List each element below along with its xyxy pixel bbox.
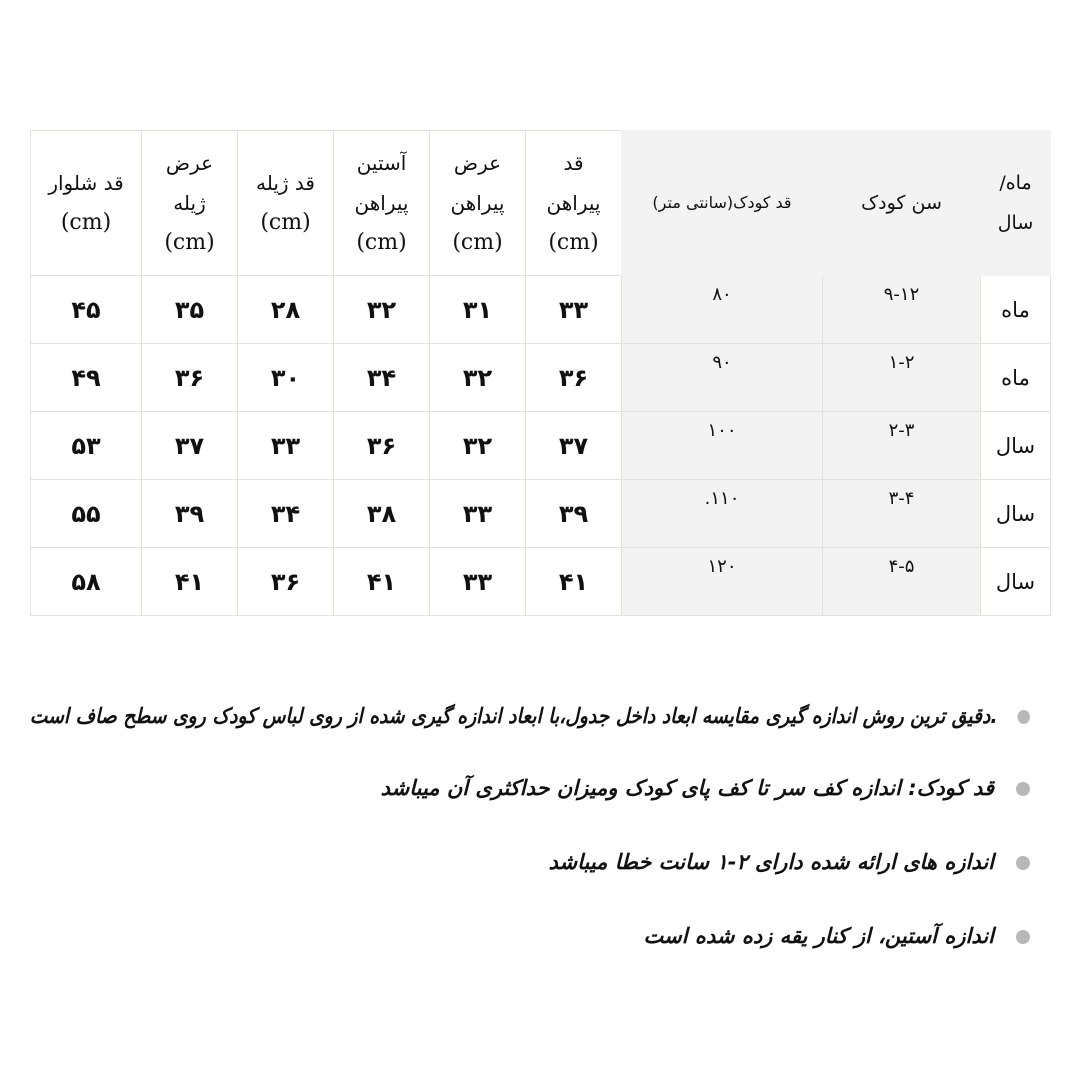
- header-child-age: سن کودک: [823, 131, 981, 276]
- header-vest-length: قد ژیله (cm): [238, 131, 334, 276]
- header-shirt-length: قد پیراهن (cm): [526, 131, 622, 276]
- table-row: [31, 412, 1051, 480]
- cell-child-height: ۱۱۰.: [622, 480, 823, 548]
- cell-shirt-width: ۳۲: [430, 344, 526, 412]
- cell-vest-length: ۳۰: [238, 344, 334, 412]
- cell-vest-length: ۳۶: [238, 548, 334, 616]
- cell-child-height: ۱۰۰: [622, 412, 823, 480]
- cell-shirt-sleeve: ۳۶: [334, 412, 430, 480]
- cell-shirt-width: ۳۳: [430, 548, 526, 616]
- cell-pants-length: ۴۵: [31, 276, 142, 344]
- note-item: اندازه های ارائه شده دارای ۲-۱ سانت خطا میباشد: [548, 850, 1030, 874]
- cell-age: ۱-۲: [823, 344, 981, 412]
- cell-vest-width: ۳۹: [142, 480, 238, 548]
- note-item: .دقیق ترین روش اندازه گیری مقایسه ابعاد داخل جدول،با ابعاد اندازه گیری شده از روی لباس کودک روی سطح صاف است: [30, 704, 1030, 728]
- cell-child-height: ۱۲۰: [622, 548, 823, 616]
- cell-age: ۹-۱۲: [823, 276, 981, 344]
- cell-vest-width: ۳۷: [142, 412, 238, 480]
- header-month-year: ماه/ سال: [981, 131, 1051, 276]
- cell-shirt-length: ۳۳: [526, 276, 622, 344]
- cell-vest-width: ۳۵: [142, 276, 238, 344]
- cell-age: ۳-۴: [823, 480, 981, 548]
- cell-child-height: ۸۰: [622, 276, 823, 344]
- cell-shirt-length: ۳۹: [526, 480, 622, 548]
- size-table: [30, 130, 1051, 616]
- note-item: قد کودک: اندازه کف سر تا کف پای کودک ومیزان حداکثری آن میباشد: [381, 776, 1030, 800]
- cell-pants-length: ۴۹: [31, 344, 142, 412]
- header-pants-length: قد شلوار (cm): [31, 131, 142, 276]
- cell-shirt-length: ۳۷: [526, 412, 622, 480]
- cell-shirt-sleeve: ۳۸: [334, 480, 430, 548]
- table-row: [31, 548, 1051, 616]
- cell-period: سال: [981, 412, 1051, 480]
- header-shirt-width: عرض پیراهن (cm): [430, 131, 526, 276]
- cell-vest-length: ۲۸: [238, 276, 334, 344]
- bullet-icon: [1016, 782, 1030, 796]
- header-vest-width: عرض ژیله (cm): [142, 131, 238, 276]
- table-header-row: [31, 131, 1051, 276]
- cell-shirt-width: ۳۳: [430, 480, 526, 548]
- cell-vest-width: ۴۱: [142, 548, 238, 616]
- cell-shirt-width: ۳۱: [430, 276, 526, 344]
- cell-shirt-sleeve: ۳۲: [334, 276, 430, 344]
- cell-period: ماه: [981, 344, 1051, 412]
- cell-shirt-sleeve: ۳۴: [334, 344, 430, 412]
- cell-shirt-length: ۴۱: [526, 548, 622, 616]
- bullet-icon: [1016, 930, 1030, 944]
- bullet-icon: [1016, 856, 1030, 870]
- cell-shirt-sleeve: ۴۱: [334, 548, 430, 616]
- cell-vest-length: ۳۳: [238, 412, 334, 480]
- cell-vest-width: ۳۶: [142, 344, 238, 412]
- cell-age: ۴-۵: [823, 548, 981, 616]
- cell-period: سال: [981, 480, 1051, 548]
- header-shirt-sleeve: آستین پیراهن (cm): [334, 131, 430, 276]
- table-row: [31, 276, 1051, 344]
- cell-vest-length: ۳۴: [238, 480, 334, 548]
- note-item: اندازه آستین، از کنار یقه زده شده است: [644, 924, 1030, 948]
- cell-shirt-width: ۳۲: [430, 412, 526, 480]
- table-row: [31, 480, 1051, 548]
- cell-period: سال: [981, 548, 1051, 616]
- cell-period: ماه: [981, 276, 1051, 344]
- cell-pants-length: ۵۳: [31, 412, 142, 480]
- cell-child-height: ۹۰: [622, 344, 823, 412]
- cell-pants-length: ۵۸: [31, 548, 142, 616]
- cell-pants-length: ۵۵: [31, 480, 142, 548]
- header-child-height: قد کودک(سانتی متر): [622, 131, 823, 276]
- cell-age: ۲-۳: [823, 412, 981, 480]
- bullet-icon: [1017, 710, 1030, 724]
- cell-shirt-length: ۳۶: [526, 344, 622, 412]
- table-row: [31, 344, 1051, 412]
